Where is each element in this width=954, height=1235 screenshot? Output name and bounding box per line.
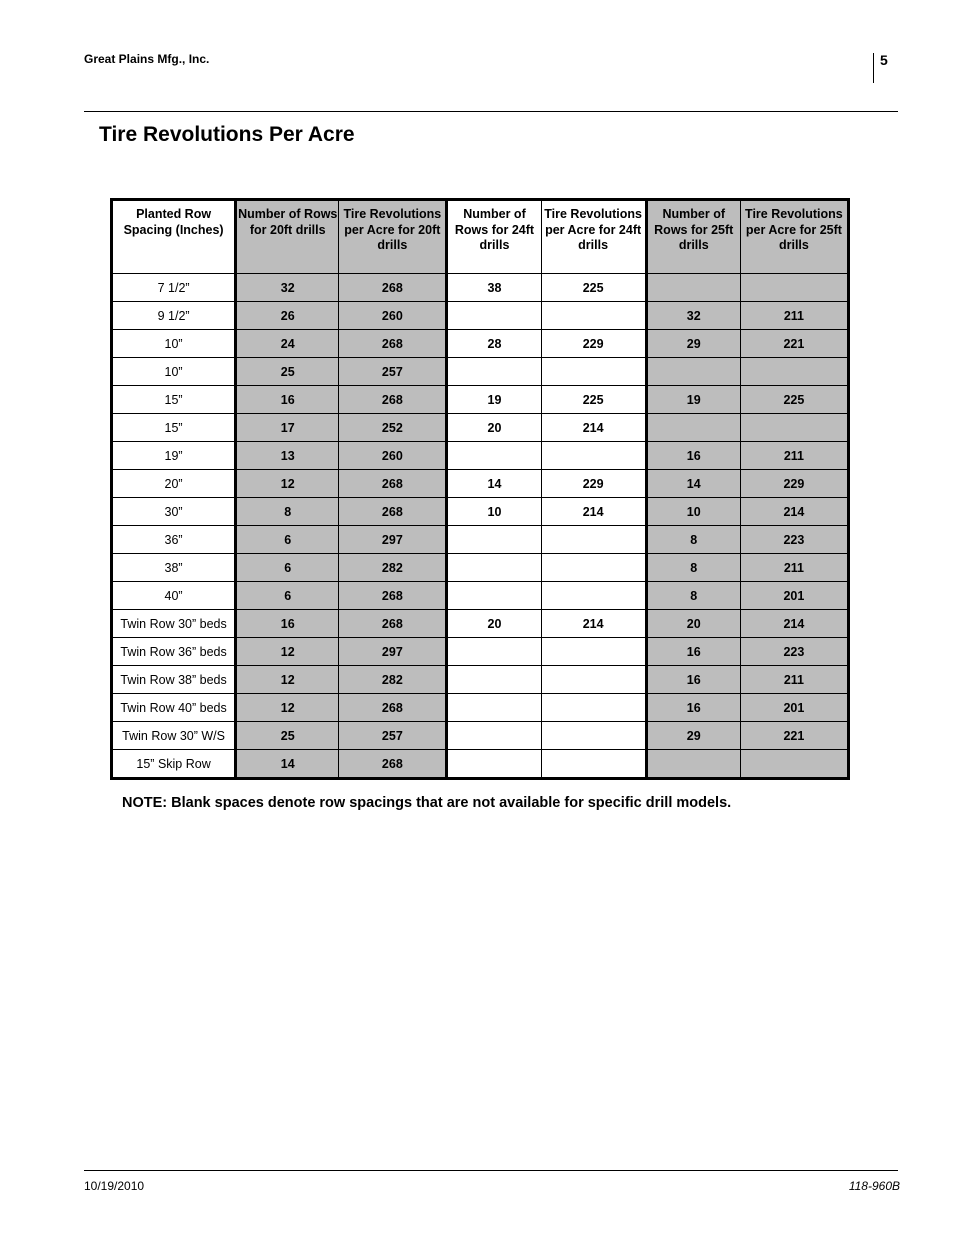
table-cell: 10 (646, 498, 740, 526)
table-row (112, 302, 849, 330)
table-row (112, 330, 849, 358)
table-cell: 229 (740, 470, 848, 498)
table-cell (541, 554, 646, 582)
table-cell (541, 666, 646, 694)
table-cell (646, 414, 740, 442)
table-row (112, 274, 849, 302)
row-spacing-cell: 10” (112, 330, 236, 358)
table-cell: 29 (646, 330, 740, 358)
table-cell: 214 (740, 610, 848, 638)
column-header: Tire Revolutions per Acre for 24ft drills (541, 200, 646, 274)
table-cell: 28 (447, 330, 541, 358)
table-cell: 26 (236, 302, 339, 330)
table-cell: 10 (447, 498, 541, 526)
table-cell: 25 (236, 358, 339, 386)
table-cell: 32 (236, 274, 339, 302)
table-row (112, 666, 849, 694)
table-cell: 6 (236, 582, 339, 610)
table-cell (646, 750, 740, 779)
document-number: 118-960B (848, 1179, 900, 1193)
header-rule (84, 111, 898, 112)
row-spacing-cell: Twin Row 36” beds (112, 638, 236, 666)
table-cell (541, 526, 646, 554)
table-cell: 268 (339, 694, 447, 722)
tire-revolutions-table (110, 198, 850, 780)
row-spacing-cell: 20” (112, 470, 236, 498)
table-cell: 268 (339, 610, 447, 638)
table-row (112, 358, 849, 386)
table-cell: 16 (646, 666, 740, 694)
table-cell (447, 442, 541, 470)
table-cell: 214 (541, 498, 646, 526)
table-cell: 19 (646, 386, 740, 414)
table-cell: 229 (541, 470, 646, 498)
table-cell: 257 (339, 358, 447, 386)
company-name: Great Plains Mfg., Inc. (84, 52, 210, 66)
row-spacing-cell: Twin Row 40” beds (112, 694, 236, 722)
table-cell: 268 (339, 274, 447, 302)
table-cell (740, 274, 848, 302)
table-cell: 211 (740, 442, 848, 470)
table-row (112, 694, 849, 722)
table-cell: 8 (646, 582, 740, 610)
table-cell (740, 358, 848, 386)
table-cell: 6 (236, 554, 339, 582)
table-cell (541, 694, 646, 722)
table-cell: 25 (236, 722, 339, 750)
table-cell (447, 750, 541, 779)
table-cell: 12 (236, 470, 339, 498)
table-cell (447, 666, 541, 694)
row-spacing-cell: 10” (112, 358, 236, 386)
column-header: Tire Revolutions per Acre for 25ft drills (740, 200, 848, 274)
row-spacing-cell: 36” (112, 526, 236, 554)
table-cell: 282 (339, 554, 447, 582)
table-row (112, 722, 849, 750)
row-spacing-cell: Twin Row 38” beds (112, 666, 236, 694)
footer-rule (84, 1170, 898, 1171)
table-cell (541, 722, 646, 750)
table-cell: 12 (236, 694, 339, 722)
row-spacing-cell: 15” Skip Row (112, 750, 236, 779)
table-cell: 14 (236, 750, 339, 779)
table-cell: 214 (541, 414, 646, 442)
table-cell: 257 (339, 722, 447, 750)
column-header: Tire Revolutions per Acre for 20ft drills (339, 200, 447, 274)
table-cell: 201 (740, 694, 848, 722)
table-cell: 13 (236, 442, 339, 470)
table-cell: 32 (646, 302, 740, 330)
table-cell (541, 638, 646, 666)
page-title: Tire Revolutions Per Acre (99, 123, 355, 146)
table-cell (646, 358, 740, 386)
table-cell: 268 (339, 470, 447, 498)
table-cell: 8 (646, 554, 740, 582)
row-spacing-cell: 30” (112, 498, 236, 526)
table-cell (447, 694, 541, 722)
table-cell (541, 302, 646, 330)
table-cell: 17 (236, 414, 339, 442)
table-cell: 223 (740, 638, 848, 666)
table-cell: 221 (740, 722, 848, 750)
table-cell: 24 (236, 330, 339, 358)
table-cell: 223 (740, 526, 848, 554)
row-spacing-cell: 15” (112, 414, 236, 442)
column-header: Number of Rows for 24ft drills (447, 200, 541, 274)
table-cell (740, 750, 848, 779)
table-row (112, 610, 849, 638)
table-cell (447, 302, 541, 330)
table-cell: 14 (646, 470, 740, 498)
table-cell: 16 (646, 638, 740, 666)
page-number-divider (873, 53, 874, 83)
column-header: Planted Row Spacing (Inches) (112, 200, 236, 274)
table-cell: 16 (236, 386, 339, 414)
table-cell: 6 (236, 526, 339, 554)
table-cell (447, 582, 541, 610)
table-row (112, 554, 849, 582)
footer-date: 10/19/2010 (84, 1179, 145, 1193)
table-cell: 14 (447, 470, 541, 498)
table-row (112, 386, 849, 414)
table-cell: 268 (339, 498, 447, 526)
table-cell: 297 (339, 526, 447, 554)
table-cell: 268 (339, 750, 447, 779)
table-row (112, 750, 849, 779)
column-header: Number of Rows for 25ft drills (646, 200, 740, 274)
table-cell: 282 (339, 666, 447, 694)
row-spacing-cell: 9 1/2” (112, 302, 236, 330)
table-cell: 20 (447, 610, 541, 638)
table-cell: 268 (339, 386, 447, 414)
column-header: Number of Rows for 20ft drills (236, 200, 339, 274)
table-cell: 8 (646, 526, 740, 554)
table-cell: 8 (236, 498, 339, 526)
table-cell: 225 (541, 386, 646, 414)
table-cell: 268 (339, 330, 447, 358)
table-cell (447, 638, 541, 666)
table-row (112, 526, 849, 554)
table-cell (447, 554, 541, 582)
table-cell: 211 (740, 666, 848, 694)
table-cell: 12 (236, 638, 339, 666)
table-cell (740, 414, 848, 442)
table-cell: 225 (541, 274, 646, 302)
table-cell: 260 (339, 442, 447, 470)
table-cell: 16 (646, 694, 740, 722)
table-cell: 225 (740, 386, 848, 414)
table-cell: 211 (740, 302, 848, 330)
table-cell: 221 (740, 330, 848, 358)
table-cell: 211 (740, 554, 848, 582)
row-spacing-cell: 15” (112, 386, 236, 414)
row-spacing-cell: Twin Row 30” W/S (112, 722, 236, 750)
table-cell: 12 (236, 666, 339, 694)
table-header-row (112, 200, 849, 274)
page-number: 5 (880, 52, 888, 68)
table-cell (541, 358, 646, 386)
table-cell (447, 722, 541, 750)
table-cell (541, 442, 646, 470)
table-cell (541, 582, 646, 610)
table-cell: 16 (646, 442, 740, 470)
table-row (112, 414, 849, 442)
table-cell: 252 (339, 414, 447, 442)
row-spacing-cell: 40” (112, 582, 236, 610)
table-cell: 20 (447, 414, 541, 442)
table-cell: 29 (646, 722, 740, 750)
table-row (112, 582, 849, 610)
row-spacing-cell: 19” (112, 442, 236, 470)
table-cell: 38 (447, 274, 541, 302)
table-cell (541, 750, 646, 779)
table-cell: 214 (740, 498, 848, 526)
table-cell (447, 358, 541, 386)
table-row (112, 442, 849, 470)
row-spacing-cell: Twin Row 30” beds (112, 610, 236, 638)
table-row (112, 638, 849, 666)
table-cell: 16 (236, 610, 339, 638)
table-row (112, 498, 849, 526)
table-cell: 201 (740, 582, 848, 610)
table-cell: 214 (541, 610, 646, 638)
table-cell (646, 274, 740, 302)
table-cell: 268 (339, 582, 447, 610)
row-spacing-cell: 38” (112, 554, 236, 582)
table-row (112, 470, 849, 498)
table-cell: 229 (541, 330, 646, 358)
table-cell: 19 (447, 386, 541, 414)
row-spacing-cell: 7 1/2” (112, 274, 236, 302)
note-text: NOTE: Blank spaces denote row spacings that are not available for specific drill models. (122, 795, 732, 811)
table-cell (447, 526, 541, 554)
table-cell: 297 (339, 638, 447, 666)
table-cell: 260 (339, 302, 447, 330)
table-cell: 20 (646, 610, 740, 638)
